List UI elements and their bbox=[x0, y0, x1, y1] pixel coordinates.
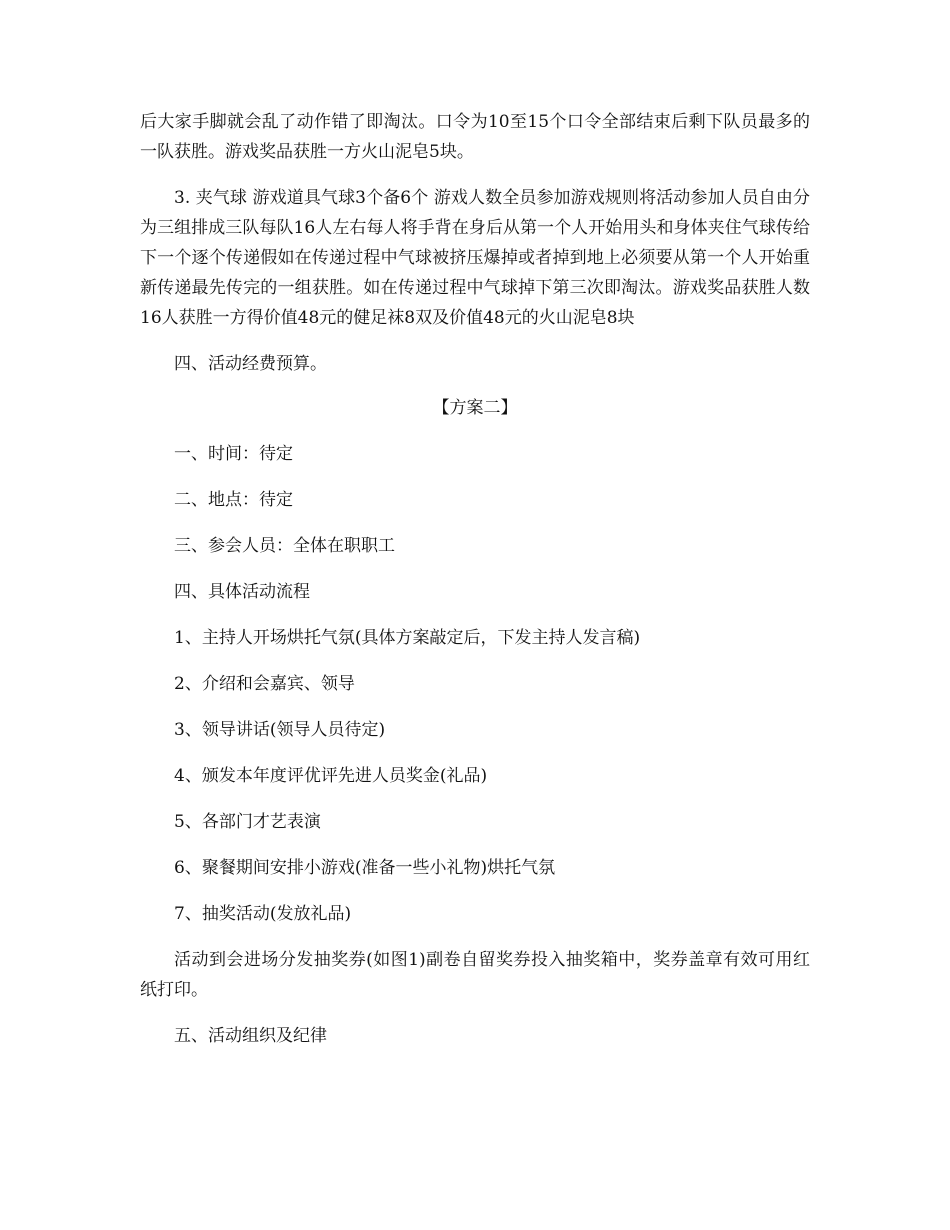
paragraph-balloon-game: 3. 夹气球 游戏道具气球3个备6个 游戏人数全员参加游戏规则将活动参加人员自由分为三组排成三队每队16人左右每人将手背在身后从第一个人开始用头和身体夹住气球传给下一个逐个传递假如在传递过程中气球被挤压爆掉或者掉到地上必须要从第一个人开始重新传递最先传完的一组获胜。如在传递过程中气球掉下第三次即淘汰。游戏奖品获胜人数16人获胜一方得价值48元的健足袜8双及价值48元的火山泥皂8块 bbox=[140, 188, 810, 328]
item-location: 二、地点：待定 bbox=[174, 490, 293, 510]
item-flow-2: 2、介绍和会嘉宾、领导 bbox=[174, 674, 355, 694]
item-attendees: 三、参会人员：全体在职职工 bbox=[174, 536, 395, 556]
item-flow-7: 7、抽奖活动(发放礼品) bbox=[174, 904, 352, 924]
section-heading-plan-two: 【方案二】 bbox=[432, 398, 518, 418]
item-activity-flow: 四、具体活动流程 bbox=[174, 582, 310, 602]
paragraph-lottery: 活动到会进场分发抽奖券(如图1)副卷自留奖券投入抽奖箱中，奖券盖章有效可用红纸打印。 bbox=[140, 950, 810, 1000]
item-flow-5: 5、各部门才艺表演 bbox=[174, 812, 321, 832]
paragraph-budget-heading: 四、活动经费预算。 bbox=[174, 354, 327, 374]
paragraph-game-rules-end: 后大家手脚就会乱了动作错了即淘汰。口令为10至15个口令全部结束后剩下队员最多的一队获胜。游戏奖品获胜一方火山泥皂5块。 bbox=[140, 112, 810, 162]
item-flow-1: 1、主持人开场烘托气氛(具体方案敲定后，下发主持人发言稿) bbox=[174, 628, 641, 648]
item-flow-3: 3、领导讲话(领导人员待定) bbox=[174, 720, 386, 740]
item-flow-4: 4、颁发本年度评优评先进人员奖金(礼品) bbox=[174, 766, 488, 786]
item-time: 一、时间：待定 bbox=[174, 444, 293, 464]
document-body bbox=[140, 107, 810, 1051]
item-flow-6: 6、聚餐期间安排小游戏(准备一些小礼物)烘托气氛 bbox=[174, 858, 556, 878]
item-organization-discipline: 五、活动组织及纪律 bbox=[174, 1026, 327, 1046]
